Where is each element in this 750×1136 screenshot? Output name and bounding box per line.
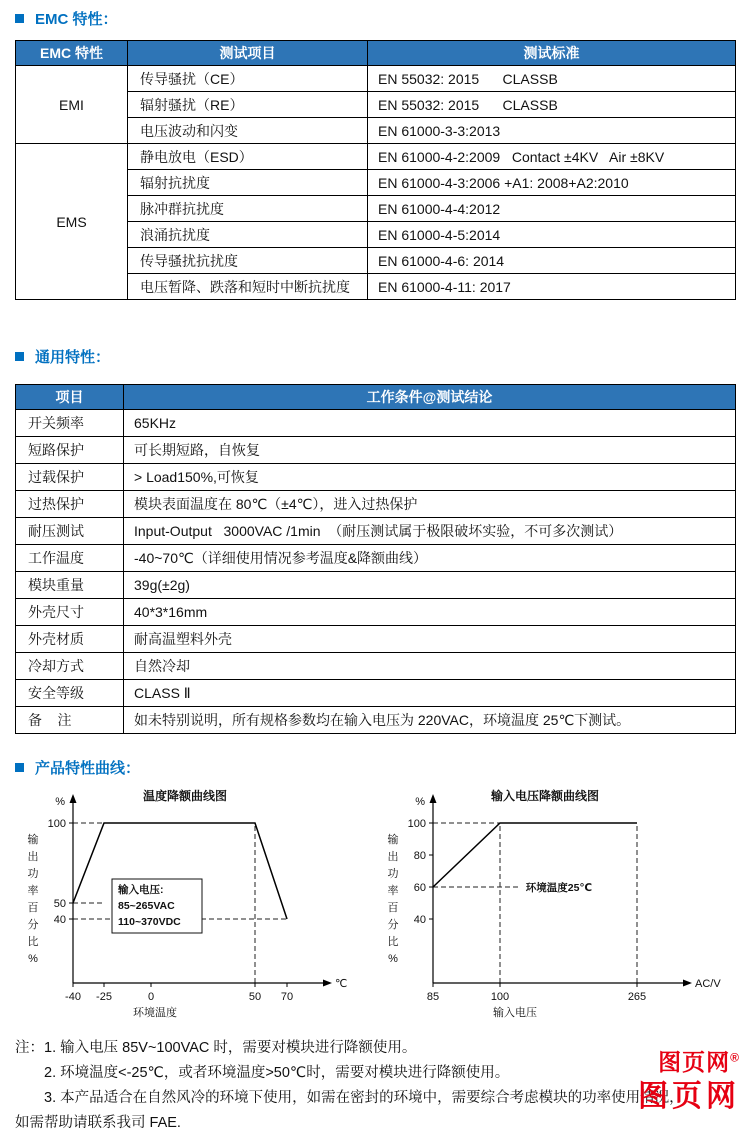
spec-value-cell: 如未特别说明，所有规格参数均在输入电压为 220VAC，环境温度 25℃下测试。	[124, 707, 736, 734]
svg-text:环境温度: 环境温度	[133, 1007, 177, 1019]
table-row	[16, 518, 736, 545]
svg-text:分: 分	[27, 919, 39, 931]
section-title-text: 通用特性：	[35, 349, 111, 366]
temperature-derating-chart	[15, 783, 375, 1023]
svg-text:输: 输	[387, 834, 399, 846]
svg-text:%: %	[415, 796, 425, 808]
watermark-line2: 图页网	[638, 1080, 740, 1114]
test-standard-cell: EN 55032: 2015 CLASSB	[368, 66, 736, 92]
section-title-text: EMC 特性：	[35, 11, 118, 28]
bullet-square-icon	[15, 14, 24, 23]
emc-section-title	[15, 8, 735, 29]
svg-text:分: 分	[387, 919, 399, 931]
spec-value-cell: 自然冷却	[124, 653, 736, 680]
svg-text:80: 80	[413, 850, 426, 862]
test-standard-cell: EN 61000-4-3:2006 +A1: 2008+A2:2010	[368, 170, 736, 196]
table-row	[16, 680, 736, 707]
test-standard-cell: EN 61000-4-2:2009 Contact ±4KV Air ±8KV	[368, 144, 736, 170]
spec-value-cell: 65KHz	[124, 410, 736, 437]
spec-value-cell: Input-Output 3000VAC /1min （耐压测试属于极限破坏实验，不可多次测试）	[124, 518, 736, 545]
svg-text:输: 输	[27, 834, 39, 846]
section-title-text: 产品特性曲线：	[35, 760, 141, 777]
input-voltage-derating-chart	[375, 783, 735, 1023]
charts-row	[15, 783, 735, 1023]
svg-text:℃: ℃	[335, 978, 348, 990]
svg-text:温度降额曲线图: 温度降额曲线图	[142, 789, 228, 803]
temperature-derating-chart-svg	[15, 783, 375, 1023]
spec-item-cell: 冷却方式	[16, 653, 124, 680]
svg-text:265: 265	[627, 991, 647, 1003]
svg-text:50: 50	[248, 991, 262, 1003]
spec-item-cell: 模块重量	[16, 572, 124, 599]
note-line: 注：1. 输入电压 85V~100VAC 时，需要对模块进行降额使用。	[15, 1040, 417, 1056]
column-header: EMC 特性	[16, 41, 128, 66]
test-standard-cell: EN 55032: 2015 CLASSB	[368, 92, 736, 118]
svg-text:50: 50	[53, 898, 66, 910]
test-item-cell: 静电放电（ESD）	[128, 144, 368, 170]
bullet-square-icon	[15, 763, 24, 772]
svg-text:输入电压:: 输入电压:	[118, 884, 164, 896]
svg-text:出: 出	[27, 851, 39, 863]
test-standard-cell: EN 61000-4-6: 2014	[368, 248, 736, 274]
test-standard-cell: EN 61000-4-4:2012	[368, 196, 736, 222]
svg-text:出: 出	[387, 851, 399, 863]
test-item-cell: 电压暂降、跌落和短时中断抗扰度	[128, 274, 368, 300]
column-header: 工作条件@测试结论	[124, 385, 736, 410]
general-table-body	[16, 410, 736, 734]
spec-value-cell: CLASS Ⅱ	[124, 680, 736, 707]
svg-text:输入电压降额曲线图: 输入电压降额曲线图	[490, 789, 600, 803]
general-section-title	[15, 346, 735, 367]
svg-text:70: 70	[280, 991, 294, 1003]
test-item-cell: 传导骚扰（CE）	[128, 66, 368, 92]
test-item-cell: 电压波动和闪变	[128, 118, 368, 144]
test-standard-cell: EN 61000-3-3:2013	[368, 118, 736, 144]
test-item-cell: 辐射骚扰（RE）	[128, 92, 368, 118]
test-item-cell: 传导骚扰抗扰度	[128, 248, 368, 274]
spec-item-cell: 开关频率	[16, 410, 124, 437]
column-header: 测试标准	[368, 41, 736, 66]
general-table-head-row	[16, 385, 736, 410]
emc-section	[15, 8, 735, 300]
svg-text:率: 率	[387, 885, 399, 897]
svg-text:%: %	[28, 953, 38, 965]
table-row	[16, 707, 736, 734]
spec-value-cell: -40~70℃（详细使用情况参考温度&降额曲线）	[124, 545, 736, 572]
spec-value-cell: 模块表面温度在 80℃（±4℃），进入过热保护	[124, 491, 736, 518]
spec-value-cell: > Load150%,可恢复	[124, 464, 736, 491]
test-standard-cell: EN 61000-4-11: 2017	[368, 274, 736, 300]
svg-text:率: 率	[27, 885, 39, 897]
table-row	[16, 66, 736, 92]
svg-text:百: 百	[27, 902, 39, 914]
general-section	[15, 346, 735, 734]
test-item-cell: 辐射抗扰度	[128, 170, 368, 196]
spec-item-cell: 安全等级	[16, 680, 124, 707]
spec-item-cell: 过热保护	[16, 491, 124, 518]
group-cell: EMS	[16, 144, 128, 300]
note-line: 2. 环境温度<-25℃，或者环境温度>50℃时，需要对模块进行降额使用。	[44, 1065, 510, 1081]
spec-value-cell: 40*3*16mm	[124, 599, 736, 626]
svg-text:百: 百	[387, 902, 399, 914]
svg-text:功: 功	[387, 868, 399, 880]
spec-item-cell: 耐压测试	[16, 518, 124, 545]
curves-section	[15, 757, 735, 1023]
svg-text:110~370VDC: 110~370VDC	[118, 916, 181, 928]
spec-value-cell: 耐高温塑料外壳	[124, 626, 736, 653]
emc-table	[15, 40, 736, 300]
table-row	[16, 545, 736, 572]
registered-mark: ®	[730, 1050, 740, 1065]
group-cell: EMI	[16, 66, 128, 144]
svg-text:40: 40	[53, 914, 66, 926]
general-table	[15, 384, 736, 734]
table-row	[16, 653, 736, 680]
table-row	[16, 144, 736, 170]
spec-value-cell: 可长期短路，自恢复	[124, 437, 736, 464]
svg-text:-25: -25	[96, 991, 112, 1003]
svg-text:85: 85	[426, 991, 440, 1003]
spec-item-cell: 工作温度	[16, 545, 124, 572]
watermark-line1	[638, 1050, 740, 1075]
test-item-cell: 浪涌抗扰度	[128, 222, 368, 248]
curves-section-title	[15, 757, 735, 778]
svg-text:40: 40	[413, 914, 426, 926]
svg-text:-40: -40	[65, 991, 81, 1003]
spec-item-cell: 外壳尺寸	[16, 599, 124, 626]
spec-item-cell: 过载保护	[16, 464, 124, 491]
svg-text:100: 100	[47, 818, 66, 830]
note-line: 如需帮助请联系我司 FAE.	[15, 1115, 181, 1131]
table-row	[16, 626, 736, 653]
spec-item-cell: 短路保护	[16, 437, 124, 464]
table-row	[16, 599, 736, 626]
svg-text:比: 比	[387, 936, 399, 948]
svg-text:输入电压: 输入电压	[493, 1007, 537, 1019]
table-row	[16, 464, 736, 491]
svg-text:%: %	[55, 796, 65, 808]
svg-text:100: 100	[490, 991, 510, 1003]
svg-text:功: 功	[27, 868, 39, 880]
table-row	[16, 491, 736, 518]
input-voltage-derating-chart-svg	[375, 783, 735, 1023]
svg-text:AC/V: AC/V	[695, 978, 721, 990]
note-line: 3. 本产品适合在自然风冷的环境下使用，如需在密封的环境中，需要综合考虑模块的功率使用情况，	[44, 1090, 684, 1106]
test-standard-cell: EN 61000-4-5:2014	[368, 222, 736, 248]
notes	[15, 1036, 735, 1136]
spec-item-cell: 外壳材质	[16, 626, 124, 653]
svg-text:%: %	[388, 953, 398, 965]
spec-value-cell: 39g(±2g)	[124, 572, 736, 599]
test-item-cell: 脉冲群抗扰度	[128, 196, 368, 222]
column-header: 测试项目	[128, 41, 368, 66]
svg-text:100: 100	[407, 818, 426, 830]
svg-text:60: 60	[413, 882, 426, 894]
bullet-square-icon	[15, 352, 24, 361]
emc-table-body	[16, 66, 736, 300]
table-row	[16, 410, 736, 437]
svg-text:环境温度25℃: 环境温度25℃	[525, 882, 593, 894]
svg-text:85~265VAC: 85~265VAC	[118, 900, 175, 912]
spec-item-cell: 备 注	[16, 707, 124, 734]
svg-text:0: 0	[147, 991, 155, 1003]
column-header: 项目	[16, 385, 124, 410]
emc-table-head-row	[16, 41, 736, 66]
watermark-text: 图页网	[658, 1049, 731, 1075]
svg-text:比: 比	[27, 936, 39, 948]
watermark-logo	[638, 1050, 740, 1113]
table-row	[16, 572, 736, 599]
table-row	[16, 437, 736, 464]
